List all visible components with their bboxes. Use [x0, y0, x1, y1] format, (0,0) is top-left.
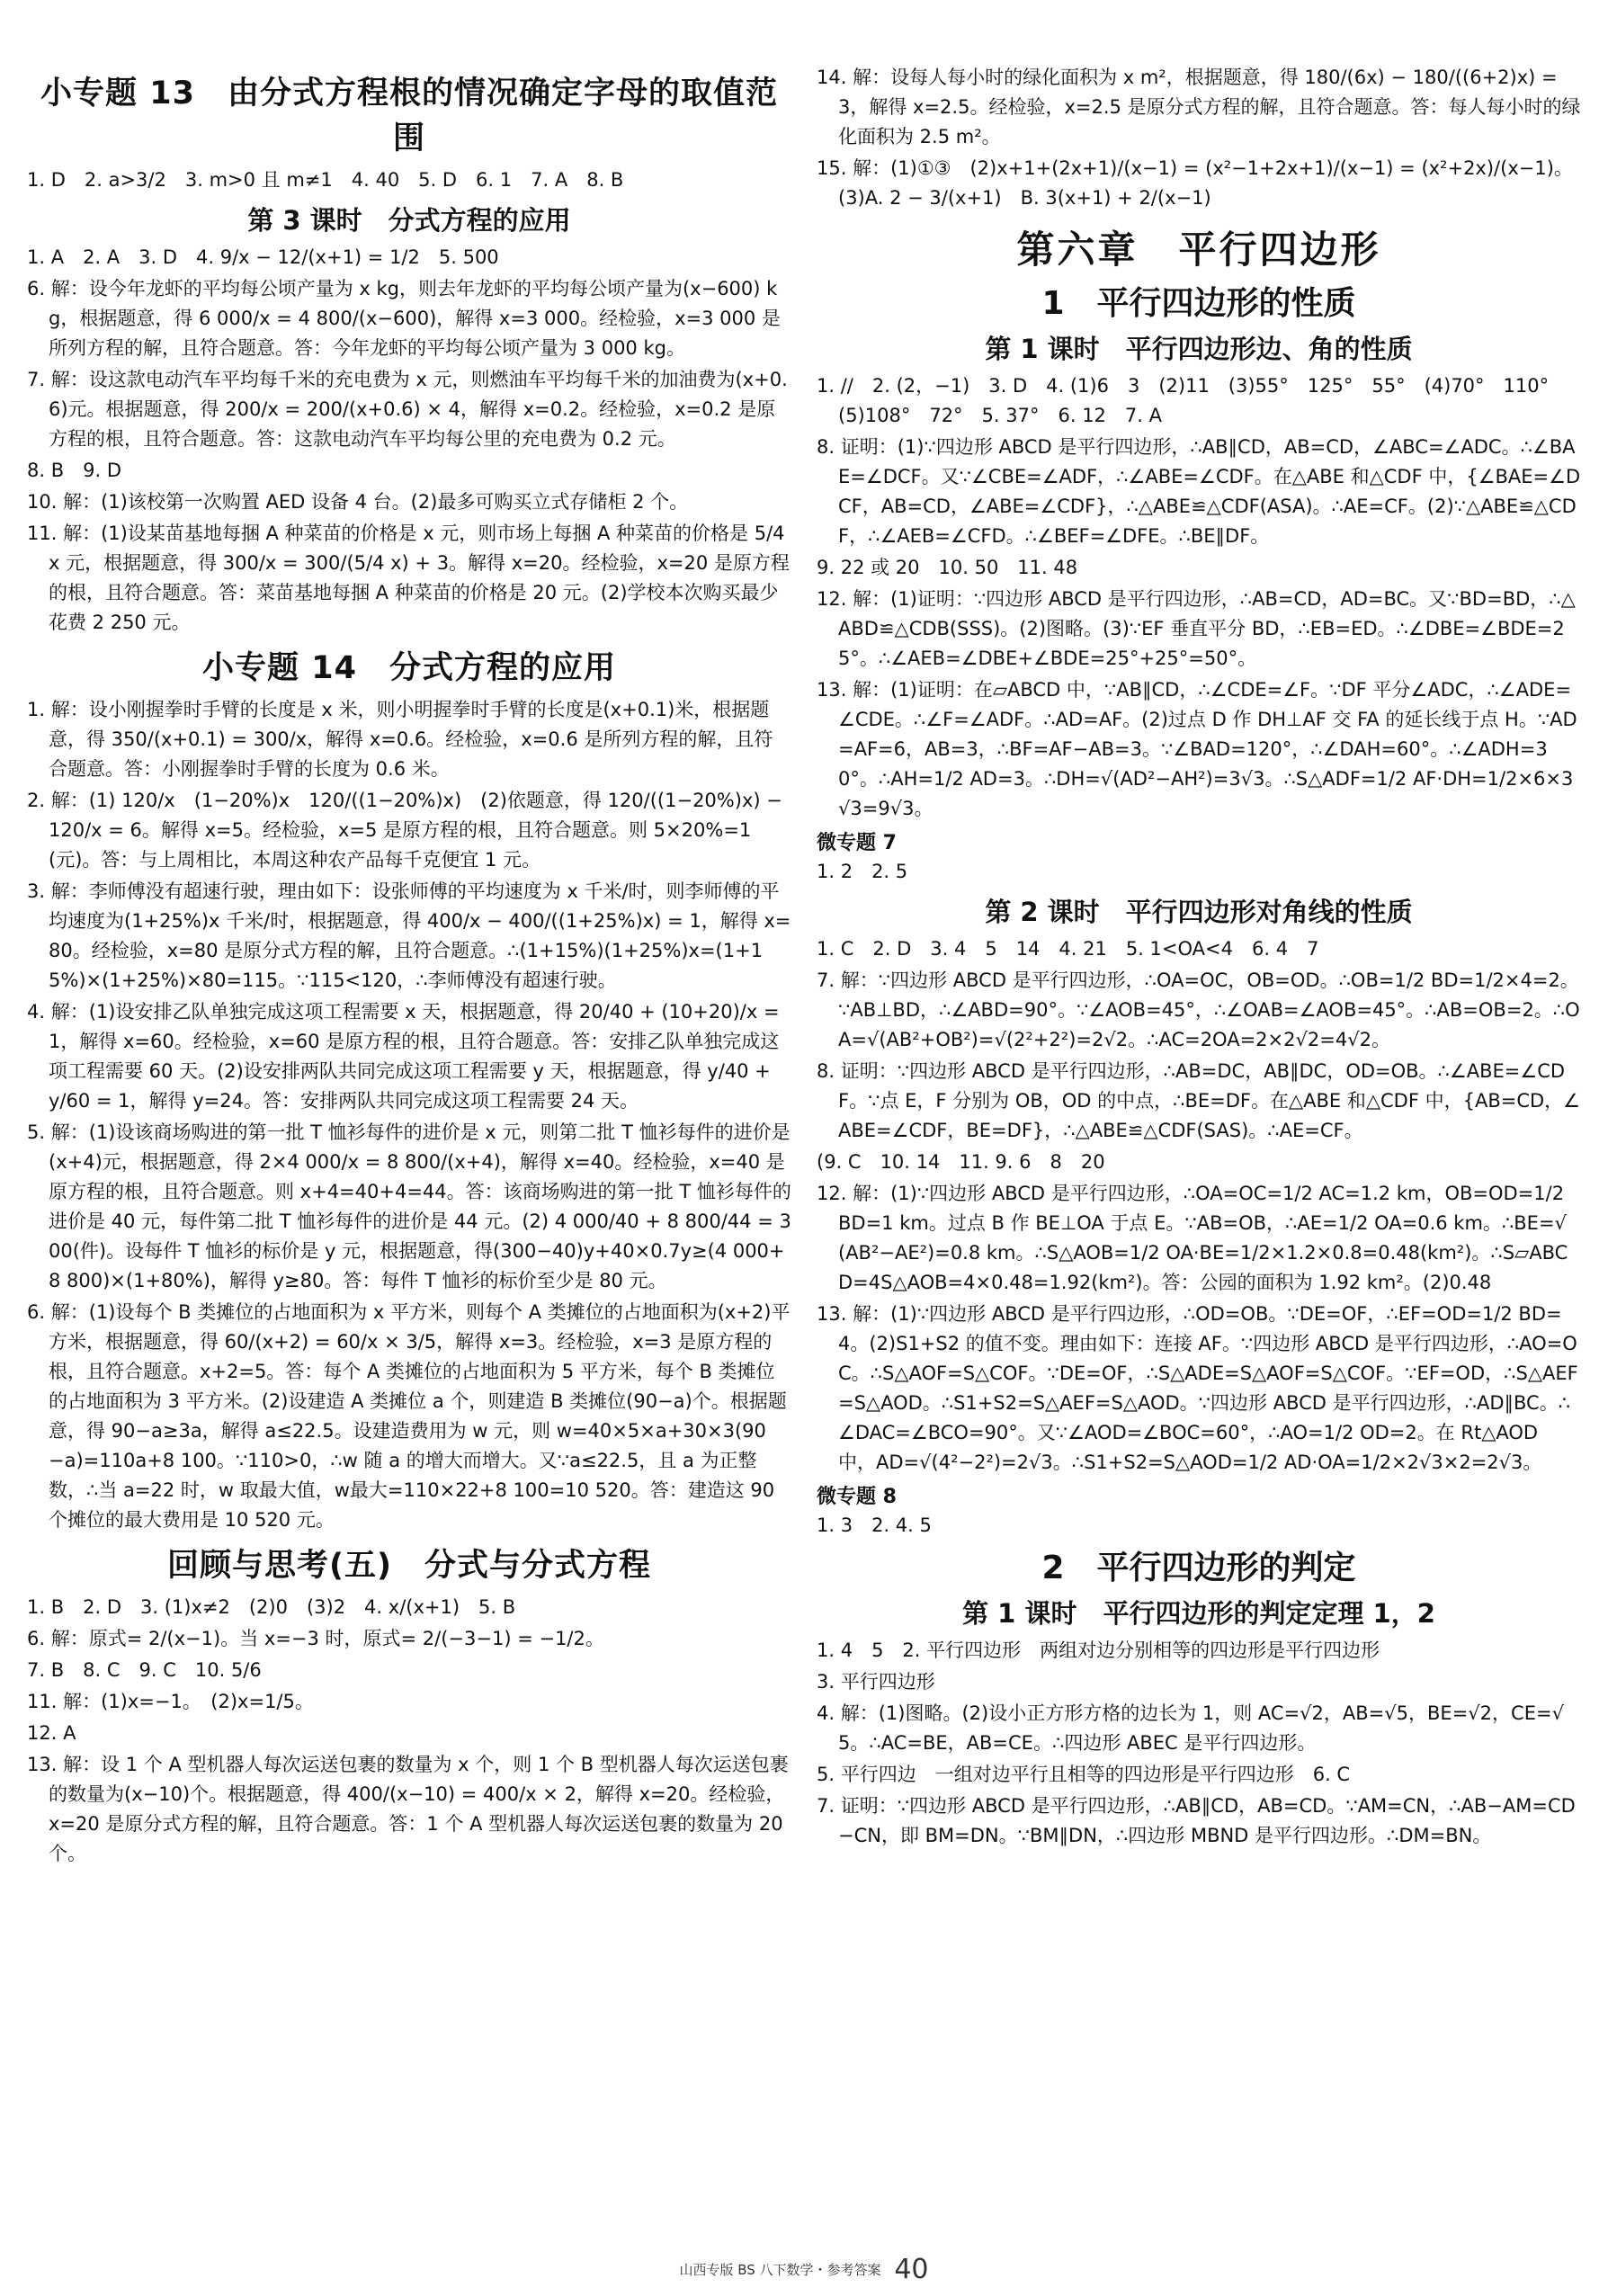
answer-line: 12. A	[27, 1722, 76, 1744]
answer-line: 1. // 2. (2，−1) 3. D 4. (1)6 3 (2)11 (3)55° 125° 55° (4)70° 110° (5)108° 72° 5. 37° 6. 12 7. A	[817, 375, 1568, 426]
section-title: 1 平行四边形的性质	[1041, 285, 1356, 322]
answer-line: 6. 解：原式= 2/(x−1)。当 x=−3 时，原式= 2/(−3−1) = −1/2。	[27, 1628, 604, 1649]
footer-label: 山西专版 BS 八下数学・参考答案	[679, 2262, 881, 2278]
answer-line: (9. C 10. 14 11. 9. 6 8 20	[817, 1151, 1105, 1173]
answer-line: 5. 平行四边 一组对边平行且相等的四边形是平行四边形 6. C	[817, 1764, 1351, 1785]
answer-paragraph: 1. 解：设小刚握拳时手臂的长度是 x 米，则小明握拳时手臂的长度是(x+0.1)米，根据题意，得 350/(x+0.1) = 300/x，解得 x=0.6。经检验，x=0.6 是所列方程的解，且符合题意。答：小刚握拳时手臂的长度为 0.6 米。	[27, 699, 773, 780]
answer-paragraph: 12. 解：(1)证明：∵四边形 ABCD 是平行四边形，∴AB=CD，AD=BC。又∵BD=BD，∴△ABD≌△CDB(SSS)。(2)图略。(3)∵EF 垂直平分 BD，∴EB=ED。∴∠DBE=∠BDE=25°。∴∠AEB=∠DBE+∠BDE=25°+25°=50°。	[817, 588, 1576, 669]
answer-paragraph: 12. 解：(1)∵四边形 ABCD 是平行四边形，∴OA=OC=1/2 AC=1.2 km，OB=OD=1/2 BD=1 km。过点 B 作 BE⊥OA 于点 E。∵AB=OB，∴AE=1/2 OA=0.6 km。∴BE=√(AB²−AE²)=0.8 km。∴S△AOB=1/2 OA·BE=1/2×1.2×0.8=0.48(km²)。∴S▱ABCD=4S△AOB=4×0.48=1.92(km²)。答：公园的面积为 1.92 km²。(2)0.48	[817, 1183, 1568, 1293]
chapter-title: 第六章 平行四边形	[1016, 228, 1381, 272]
answer-paragraph: 4. 解：(1)图略。(2)设小正方形方格的边长为 1，则 AC=√2，AB=√5，BE=√2，CE=√5。∴AC=BE，AB=CE。∴四边形 ABEC 是平行四边形。	[817, 1702, 1564, 1754]
answer-line: 1. 3 2. 4. 5	[817, 1514, 932, 1536]
answer-paragraph: 8. 证明：∵四边形 ABCD 是平行四边形，∴AB=DC，AB∥DC，OD=OB。∴∠ABE=∠CDF。∵点 E，F 分别为 OB，OD 的中点，∴BE=DF。在△ABE 和△CDF 中，{AB=CD，∠ABE=∠CDF，BE=DF}，∴△ABE≌△CDF(SAS)。∴AE=CF。	[817, 1060, 1580, 1141]
lesson-title: 第 1 课时 平行四边形的判定定理 1，2	[962, 1598, 1435, 1629]
answer-paragraph: 7. 解：∵四边形 ABCD 是平行四边形，∴OA=OC，OB=OD。∴OB=1/2 BD=1/2×4=2。∵AB⊥BD，∴∠ABD=90°。∵∠AOB=45°，∴∠OAB=∠AOB=45°。∴AB=OB=2。∴OA=√(AB²+OB²)=√(2²+2²)=2√2。∴AC=2OA=2×2√2=4√2。	[817, 969, 1580, 1050]
section-title-14: 小专题 14 分式方程的应用	[202, 650, 616, 686]
answer-line: 1. 4 5 2. 平行四边形 两组对边分别相等的四边形是平行四边形	[817, 1639, 1380, 1661]
answer-paragraph: 7. 证明：∵四边形 ABCD 是平行四边形，∴AB∥CD，AB=CD。∵AM=CN，∴AB−AM=CD−CN，即 BM=DN。∵BM∥DN，∴四边形 MBND 是平行四边形。∴DM=BN。	[817, 1795, 1576, 1846]
answer-paragraph: 10. 解：(1)该校第一次购置 AED 设备 4 台。(2)最多可购买立式存储柜 2 个。	[27, 491, 689, 513]
answer-line: 1. A 2. A 3. D 4. 9/x − 12/(x+1) = 1/2 5. 500	[27, 246, 499, 268]
answer-line: 7. B 8. C 9. C 10. 5/6	[27, 1659, 262, 1681]
page-footer	[0, 2254, 1608, 2285]
answer-line: 9. 22 或 20 10. 50 11. 48	[817, 557, 1078, 578]
answer-paragraph: 13. 解：(1)∵四边形 ABCD 是平行四边形，∴OD=OB。∵DE=OF，∴EF=OD=1/2 BD=4。(2)S1+S2 的值不变。理由如下：连接 AF。∵四边形 ABCD 是平行四边形，∴AO=OC。∴S△AOF=S△COF。∵DE=OF，∴S△ADE=S△AOF=S△COF。∵EF=OD，∴S△AEF=S△AOD。∴S1+S2=S△AEF=S△AOD。∵四边形 ABCD 是平行四边形，∴AD∥BC。∴∠DAC=∠BCO=90°。又∵∠AOD=∠BOC=60°，∴AO=1/2 OD=2。在 Rt△AOD 中，AD=√(4²−2²)=2√3。∴S1+S2=S△AOD=1/2 AD·OA=1/2×2√3×2=2√3。	[817, 1303, 1578, 1473]
left-column	[27, 63, 791, 1871]
answer-paragraph: 6. 解：设今年龙虾的平均每公顷产量为 x kg，则去年龙虾的平均每公顷产量为(x−600) kg，根据题意，得 6 000/x = 4 800/(x−600)，解得 x=3 000。经检验，x=3 000 是所列方程的解，且符合题意。答：今年龙虾的平均每公顷产量为 3 000 kg。	[27, 278, 781, 359]
page-number: 40	[894, 2254, 929, 2285]
answer-line: 1. 2 2. 5	[817, 861, 908, 882]
answer-line: 8. B 9. D	[27, 460, 121, 481]
answer-line: 1. B 2. D 3. (1)x≠2 (2)0 (3)2 4. x/(x+1) 5. B	[27, 1596, 516, 1618]
right-column	[817, 63, 1581, 1853]
micro-topic-title: 微专题 7	[817, 832, 897, 854]
answer-paragraph: 2. 解：(1) 120/x (1−20%)x 120/((1−20%)x) (2)依题意，得 120/((1−20%)x) − 120/x = 6。解得 x=5。经检验，x=5 是原方程的根，且符合题意。则 5×20%=1(元)。答：与上周相比，本周这种农产品每千克便宜 1 元。	[27, 790, 782, 871]
review-title: 回顾与思考(五) 分式与分式方程	[167, 1548, 651, 1584]
answer-paragraph: 8. 证明：(1)∵四边形 ABCD 是平行四边形，∴AB∥CD，AB=CD，∠ABC=∠ADC。∴∠BAE=∠DCF。又∵∠CBE=∠ADF，∴∠ABE=∠CDF。在△ABE 和△CDF 中，{∠BAE=∠DCF，AB=CD，∠ABE=∠CDF}，∴△ABE≌△CDF(ASA)。∴AE=CF。(2)∵△ABE≌△CDF，∴∠AEB=∠CFD。∴∠BEF=∠DFE。∴BE∥DF。	[817, 436, 1581, 547]
answer-paragraph: 15. 解：(1)①③ (2)x+1+(2x+1)/(x−1) = (x²−1+2x+1)/(x−1) = (x²+2x)/(x−1)。(3)A. 2 − 3/(x+1) B. 3(x+1) + 2/(x−1)	[817, 157, 1573, 209]
answer-paragraph: 4. 解：(1)设安排乙队单独完成这项工程需要 x 天，根据题意，得 20/40 + (10+20)/x = 1，解得 x=60。经检验，x=60 是原方程的根，且符合题意。答：安排乙队单独完成这项工程需要 60 天。(2)设安排两队共同完成这项工程需要 y 天，根据题意，得 y/40 + y/60 = 1，解得 y=24。答：安排两队共同完成这项工程需要 24 天。	[27, 1001, 780, 1112]
answer-paragraph: 14. 解：设每人每小时的绿化面积为 x m²，根据题意，得 180/(6x) − 180/((6+2)x) = 3，解得 x=2.5。经检验，x=2.5 是原分式方程的解，且符合题意。答：每人每小时的绿化面积为 2.5 m²。	[817, 67, 1581, 147]
answer-line: 1. C 2. D 3. 4 5 14 4. 21 5. 1<OA<4 6. 4 7	[817, 938, 1319, 960]
answer-line: 1. D 2. a>3/2 3. m>0 且 m≠1 4. 40 5. D 6. 1 7. A 8. B	[27, 169, 624, 191]
lesson-title: 第 3 课时 分式方程的应用	[247, 205, 571, 236]
answer-paragraph: 5. 解：(1)设该商场购进的第一批 T 恤衫每件的进价是 x 元，则第二批 T 恤衫每件的进价是(x+4)元，根据题意，得 2×4 000/x = 8 800/(x+4)，解得 x=40。经检验，x=40 是原方程的根，且符合题意。则 x+4=40+4=44。答：该商场购进的第一批 T 恤衫每件的进价是 40 元，每件第二批 T 恤衫每件的进价是 44 元。(2) 4 000/40 + 8 800/44 = 300(件)。设每件 T 恤衫的标价是 y 元，根据题意，得(300−40)y+40×0.7y≥(4 000+8 800)×(1+80%)，解得 y≥80。答：每件 T 恤衫的标价至少是 80 元。	[27, 1121, 791, 1291]
section-title-13: 小专题 13 由分式方程根的情况确定字母的取值范围	[40, 76, 778, 156]
answer-paragraph: 11. 解：(1)设某苗基地每捆 A 种菜苗的价格是 x 元，则市场上每捆 A 种菜苗的价格是 5/4 x 元，根据题意，得 300/x = 300/(5/4 x) + 3。解得 x=20。经检验，x=20 是原方程的根，且符合题意。答：菜苗基地每捆 A 种菜苗的价格是 20 元。(2)学校本次购买最少花费 2 250 元。	[27, 523, 790, 633]
answer-line: 3. 平行四边形	[817, 1671, 935, 1693]
answer-paragraph: 7. 解：设这款电动汽车平均每千米的充电费为 x 元，则燃油车平均每千米的加油费为(x+0.6)元。根据题意，得 200/x = 200/(x+0.6) × 4，解得 x=0.2。经检验，x=0.2 是原方程的根，且符合题意。答：这款电动汽车平均每公里的充电费为 0.2 元。	[27, 369, 788, 450]
answer-paragraph: 13. 解：(1)证明：在▱ABCD 中，∵AB∥CD，∴∠CDE=∠F。∵DF 平分∠ADC，∴∠ADE=∠CDE。∴∠F=∠ADF。∴AD=AF。(2)过点 D 作 DH⊥AF 交 FA 的延长线于点 H。∵AD=AF=6，AB=3，∴BF=AF−AB=3。∵∠BAD=120°，∴∠DAH=60°。∴∠ADH=30°。∴AH=1/2 AD=3。∴DH=√(AD²−AH²)=3√3。∴S△ADF=1/2 AF·DH=1/2×6×3√3=9√3。	[817, 679, 1577, 819]
answer-paragraph: 13. 解：设 1 个 A 型机器人每次运送包裹的数量为 x 个，则 1 个 B 型机器人每次运送包裹的数量为(x−10)个。根据题意，得 400/(x−10) = 400/x × 2，解得 x=20。经检验，x=20 是原分式方程的解，且符合题意。答：1 个 A 型机器人每次运送包裹的数量为 20 个。	[27, 1754, 789, 1864]
lesson-title: 第 2 课时 平行四边形对角线的性质	[985, 897, 1413, 927]
answer-paragraph: 3. 解：李师傅没有超速行驶，理由如下：设张师傅的平均速度为 x 千米/时，则李师傅的平均速度为(1+25%)x 千米/时，根据题意，得 400/x − 400/((1+25%)x) = 1，解得 x=80。经检验，x=80 是原分式方程的解，且符合题意。∴(1+15%)(1+25%)x=(1+15%)×(1+25%)×80=115。∵115<120，∴李师傅没有超速行驶。	[27, 880, 791, 991]
micro-topic-title: 微专题 8	[817, 1486, 897, 1508]
lesson-title: 第 1 课时 平行四边形边、角的性质	[985, 334, 1413, 364]
section-title: 2 平行四边形的判定	[1041, 1550, 1356, 1586]
answer-line: 11. 解：(1)x=−1。 (2)x=1/5。	[27, 1691, 314, 1712]
answer-paragraph: 6. 解：(1)设每个 B 类摊位的占地面积为 x 平方米，则每个 A 类摊位的占地面积为(x+2)平方米，根据题意，得 60/(x+2) = 60/x × 3/5，解得 x=3。经检验，x=3 是原方程的根，且符合题意。x+2=5。答：每个 A 类摊位的占地面积为 5 平方米，每个 B 类摊位的占地面积为 3 平方米。(2)设建造 A 类摊位 a 个，则建造 B 类摊位(90−a)个。根据题意，得 90−a≥3a，解得 a≤22.5。设建造费用为 w 元，则 w=40×5×a+30×3(90−a)=110a+8 100。∵110>0，∴w 随 a 的增大而增大。又∵a≤22.5，且 a 为正整数，∴当 a=22 时，w 取最大值，w最大=110×22+8 100=10 520。答：建造这 90 个摊位的最大费用是 10 520 元。	[27, 1301, 791, 1531]
